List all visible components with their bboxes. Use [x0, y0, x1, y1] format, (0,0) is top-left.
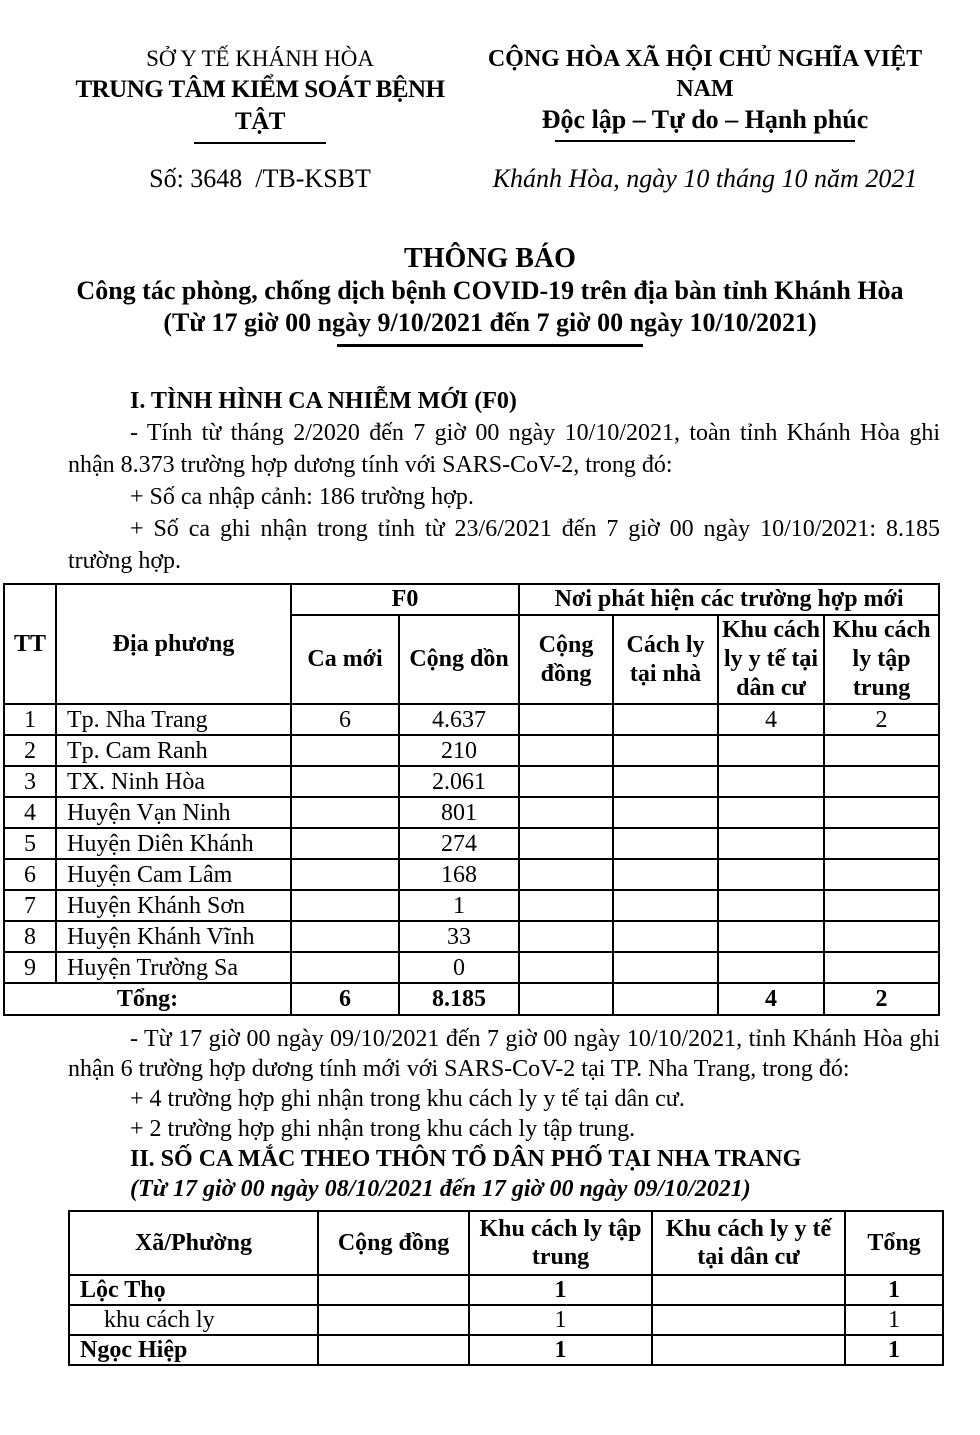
table-row	[4, 704, 939, 735]
cell-community	[519, 921, 613, 952]
col-medical-quarantine-header: Khu cách ly y tế tại dân cư	[718, 615, 824, 704]
cell-central	[824, 952, 939, 983]
cell-tt: 3	[4, 766, 56, 797]
cell-community	[519, 704, 613, 735]
table-row	[69, 1305, 943, 1335]
cell-location: TX. Ninh Hòa	[56, 766, 291, 797]
col-new-cases-header: Ca mới	[291, 615, 399, 704]
table-row	[4, 797, 939, 828]
cell-new	[291, 890, 399, 921]
cell-cumulative: 1	[399, 890, 519, 921]
cell-total-central: 2	[824, 983, 939, 1015]
table-row	[4, 921, 939, 952]
table-row	[4, 828, 939, 859]
cell-new: 6	[291, 704, 399, 735]
agency-underline	[194, 142, 326, 144]
col-ward-header: Xã/Phường	[69, 1211, 318, 1275]
cell-central: 1	[469, 1305, 652, 1335]
table-row	[4, 735, 939, 766]
document-header	[0, 0, 980, 144]
cell-cumulative: 801	[399, 797, 519, 828]
cell-central	[824, 859, 939, 890]
cell-ward: Lộc Thọ	[69, 1275, 318, 1305]
cell-location: Huyện Cam Lâm	[56, 859, 291, 890]
cell-home	[613, 704, 718, 735]
table-row	[4, 890, 939, 921]
cell-medical	[718, 890, 824, 921]
cell-ward: khu cách ly	[69, 1305, 318, 1335]
section-1-para-3: + Số ca ghi nhận trong tỉnh từ 23/6/2021 đến 7 giờ 00 ngày 10/10/2021: 8.185 trường hợp.	[68, 516, 940, 574]
cell-total-community	[519, 983, 613, 1015]
cell-new	[291, 828, 399, 859]
cell-home	[613, 921, 718, 952]
cell-central: 2	[824, 704, 939, 735]
cell-central	[824, 828, 939, 859]
summary-para-3: + 2 trường hợp ghi nhận trong khu cách ly tập trung.	[130, 1116, 636, 1142]
cell-total: 1	[845, 1335, 943, 1365]
cell-central: 1	[469, 1275, 652, 1305]
cell-medical	[652, 1335, 845, 1365]
cell-cumulative: 33	[399, 921, 519, 952]
cell-medical	[718, 859, 824, 890]
cell-home	[613, 735, 718, 766]
cell-community	[318, 1305, 469, 1335]
cell-community	[519, 766, 613, 797]
cell-total-cumulative: 8.185	[399, 983, 519, 1015]
cell-tt: 8	[4, 921, 56, 952]
cell-community	[519, 952, 613, 983]
cell-total-home	[613, 983, 718, 1015]
col-central-quarantine-header: Khu cách ly tập trung	[824, 615, 939, 704]
cell-medical	[718, 735, 824, 766]
table-row	[69, 1275, 943, 1305]
cell-medical	[718, 952, 824, 983]
table-row	[4, 952, 939, 983]
cell-medical	[718, 921, 824, 952]
document-period: (Từ 17 giờ 00 ngày 9/10/2021 đến 7 giờ 00 ngày 10/10/2021)	[163, 308, 817, 337]
document-title: THÔNG BÁO	[404, 243, 576, 274]
national-motto: Độc lập – Tự do – Hạnh phúc	[541, 105, 869, 134]
cell-cumulative: 168	[399, 859, 519, 890]
agency-name: TRUNG TÂM KIỂM SOÁT BỆNH TẬT	[75, 76, 445, 135]
col-home-quarantine-header: Cách ly tại nhà	[613, 615, 718, 704]
cell-location: Huyện Diên Khánh	[56, 828, 291, 859]
cell-total-label: Tổng:	[4, 983, 291, 1015]
cell-location: Huyện Khánh Vĩnh	[56, 921, 291, 952]
cell-new	[291, 952, 399, 983]
cell-home	[613, 952, 718, 983]
cell-central	[824, 766, 939, 797]
col-central-quarantine-header: Khu cách ly tập trung	[469, 1211, 652, 1275]
title-underline	[337, 344, 643, 347]
cell-ward: Ngọc Hiệp	[69, 1335, 318, 1365]
cell-total: 1	[845, 1305, 943, 1335]
cell-home	[613, 828, 718, 859]
cell-medical: 4	[718, 704, 824, 735]
cell-community	[519, 828, 613, 859]
cell-community	[318, 1275, 469, 1305]
cell-tt: 1	[4, 704, 56, 735]
col-cumulative-header: Cộng dồn	[399, 615, 519, 704]
col-f0-group-header: F0	[291, 584, 519, 615]
cell-tt: 4	[4, 797, 56, 828]
cell-medical	[718, 828, 824, 859]
cell-location: Huyện Vạn Ninh	[56, 797, 291, 828]
cell-new	[291, 735, 399, 766]
section-1-para-1: - Tính từ tháng 2/2020 đến 7 giờ 00 ngày 10/10/2021, toàn tỉnh Khánh Hòa ghi nhận 8.373 trường hợp dương tính với SARS-CoV-2, trong đó:	[68, 420, 940, 478]
national-motto-block	[465, 44, 945, 144]
col-tt-header: TT	[4, 584, 56, 704]
issuing-agency-block	[55, 44, 465, 144]
national-title: CỘNG HÒA XÃ HỘI CHỦ NGHĨA VIỆT NAM	[487, 46, 923, 102]
section-1-summary	[68, 1024, 940, 1204]
cell-location: Huyện Trường Sa	[56, 952, 291, 983]
cell-tt: 7	[4, 890, 56, 921]
cases-by-ward-table	[68, 1210, 944, 1366]
cell-home	[613, 859, 718, 890]
cell-central	[824, 797, 939, 828]
cell-cumulative: 210	[399, 735, 519, 766]
cell-home	[613, 797, 718, 828]
cell-new	[291, 859, 399, 890]
table-row	[69, 1335, 943, 1365]
cell-tt: 6	[4, 859, 56, 890]
cell-tt: 2	[4, 735, 56, 766]
cell-home	[613, 766, 718, 797]
cell-location: Huyện Khánh Sơn	[56, 890, 291, 921]
cell-community	[519, 735, 613, 766]
doc-meta-row	[0, 164, 980, 194]
cell-medical	[718, 766, 824, 797]
section-1-para-2: + Số ca nhập cảnh: 186 trường hợp.	[130, 484, 474, 510]
agency-parent-name: SỞ Y TẾ KHÁNH HÒA	[146, 46, 374, 71]
cell-community	[519, 890, 613, 921]
document-number: Số: 3648 /TB-KSBT	[149, 164, 371, 193]
col-detect-group-header: Nơi phát hiện các trường hợp mới	[519, 584, 939, 615]
cell-community	[519, 797, 613, 828]
place-and-date: Khánh Hòa, ngày 10 tháng 10 năm 2021	[492, 164, 918, 193]
section-1	[68, 385, 940, 577]
cell-total-medical: 4	[718, 983, 824, 1015]
cell-new	[291, 921, 399, 952]
cell-total-new: 6	[291, 983, 399, 1015]
cell-new	[291, 797, 399, 828]
cell-central: 1	[469, 1335, 652, 1365]
cell-location: Tp. Nha Trang	[56, 704, 291, 735]
section-2-period: (Từ 17 giờ 00 ngày 08/10/2021 đến 17 giờ 00 ngày 09/10/2021)	[130, 1176, 751, 1202]
col-medical-quarantine-header: Khu cách ly y tế tại dân cư	[652, 1211, 845, 1275]
document-subject: Công tác phòng, chống dịch bệnh COVID-19 trên địa bàn tỉnh Khánh Hòa	[76, 276, 904, 305]
table-total-row	[4, 983, 939, 1015]
cell-cumulative: 2.061	[399, 766, 519, 797]
summary-para-1: - Từ 17 giờ 00 ngày 09/10/2021 đến 7 giờ 00 ngày 10/10/2021, tỉnh Khánh Hòa ghi nhận 6 trường hợp dương tính mới với SARS-CoV-2 tại TP. Nha Trang, trong đó:	[68, 1026, 940, 1082]
cell-community	[519, 859, 613, 890]
cell-total: 1	[845, 1275, 943, 1305]
summary-para-2: + 4 trường hợp ghi nhận trong khu cách ly y tế tại dân cư.	[130, 1086, 685, 1112]
cell-home	[613, 890, 718, 921]
title-block	[0, 242, 980, 347]
cell-cumulative: 0	[399, 952, 519, 983]
cell-central	[824, 735, 939, 766]
f0-by-locality-table	[3, 583, 940, 1016]
cell-medical	[652, 1275, 845, 1305]
section-2-heading: II. SỐ CA MẮC THEO THÔN TỔ DÂN PHỐ TẠI NHA TRANG	[130, 1146, 802, 1172]
cell-tt: 9	[4, 952, 56, 983]
cell-central	[824, 890, 939, 921]
motto-underline	[555, 140, 855, 142]
cell-central	[824, 921, 939, 952]
section-1-heading: I. TÌNH HÌNH CA NHIỄM MỚI (F0)	[130, 388, 517, 414]
col-total-header: Tổng	[845, 1211, 943, 1275]
table-header-row	[4, 584, 939, 615]
cell-location: Tp. Cam Ranh	[56, 735, 291, 766]
cell-new	[291, 766, 399, 797]
table-header-row	[69, 1211, 943, 1275]
col-location-header: Địa phương	[56, 584, 291, 704]
cell-cumulative: 274	[399, 828, 519, 859]
col-community-header: Cộng đồng	[519, 615, 613, 704]
cell-community	[318, 1335, 469, 1365]
cell-tt: 5	[4, 828, 56, 859]
table-row	[4, 766, 939, 797]
cell-medical	[718, 797, 824, 828]
col-community-header: Cộng đồng	[318, 1211, 469, 1275]
table-row	[4, 859, 939, 890]
cell-medical	[652, 1305, 845, 1335]
cell-cumulative: 4.637	[399, 704, 519, 735]
